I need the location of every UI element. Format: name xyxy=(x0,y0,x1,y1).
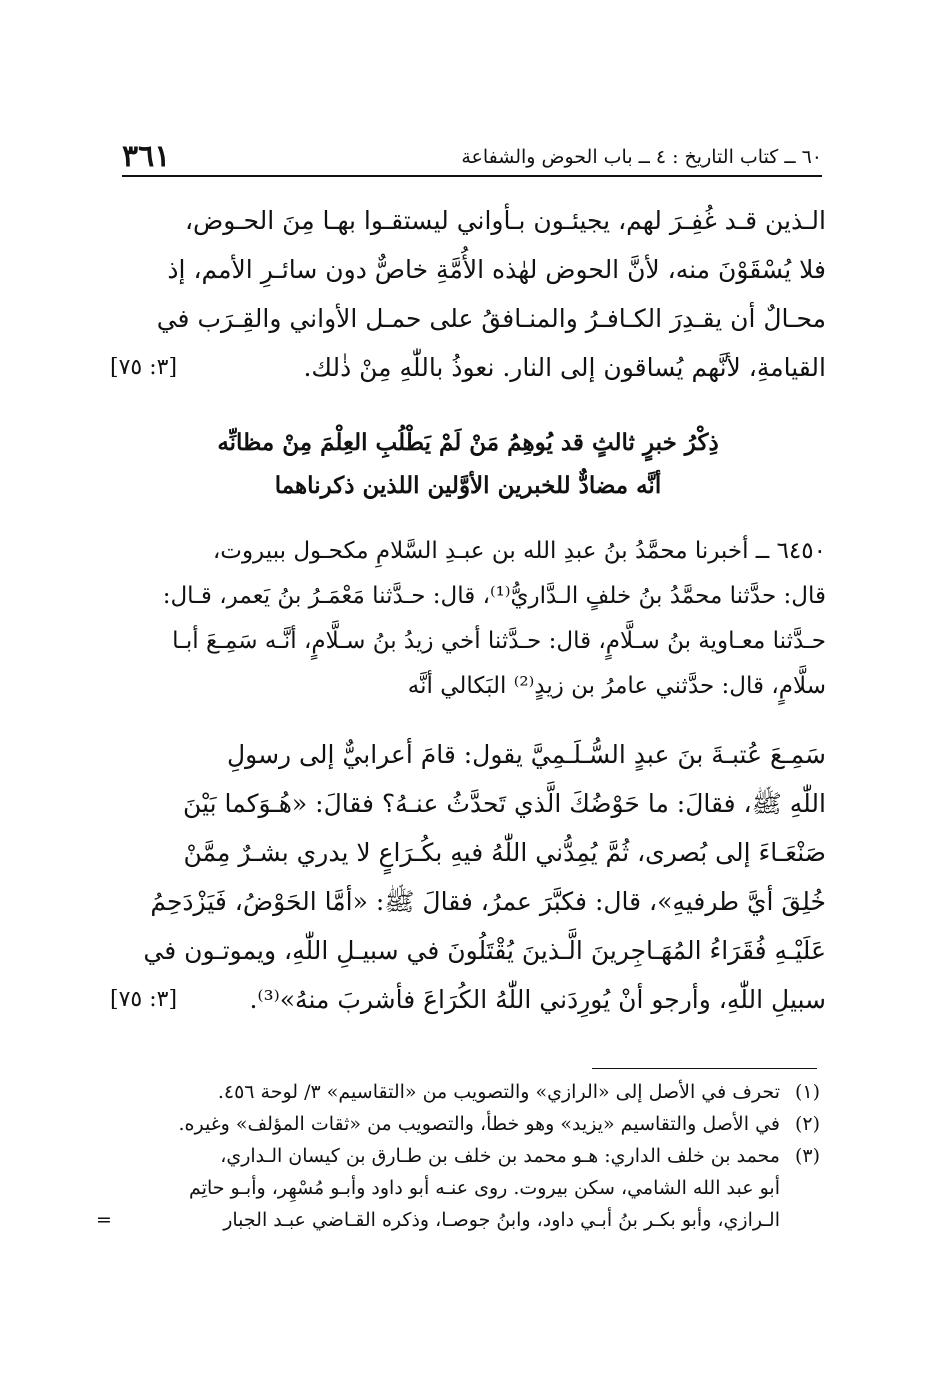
text-line: صَنْعَـاءَ إلى بُصرى، ثُمَّ يُمِدُّني اللّٰهُ فيهِ بكُـرَاعٍ لا يدري بشـرٌ مِمَّنْ xyxy=(183,838,826,867)
text-line: قال: حدَّثنا محمَّدُ بنُ خلفٍ الـدَّاريُّ⁽¹⁾، قال: حـدَّثنا مَعْمَـرُ بنُ يَعمر، قـال: xyxy=(162,583,826,609)
text-line: محـالٌ أن يقـدِرَ الكـافـرُ والمنـافقُ على حمـل الأواني والقِـرَب في xyxy=(156,304,826,333)
footnote-text: تحرف في الأصل إلى «الرازي» والتصويب من «التقاسيم» ٣/ لوحة ٤٥٦. xyxy=(217,1081,780,1103)
footnote-number: (٢) xyxy=(794,1113,820,1135)
text-line: حـدَّثنا معـاوية بنُ سـلَّامٍ، قال: حـدَّثنا أخي زيدُ بنُ سـلَّامٍ، أنَّـه سَمِـعَ أبـا xyxy=(172,628,826,654)
text-line xyxy=(110,343,826,392)
continuation-mark: = xyxy=(96,1209,112,1231)
footnote-text: محمد بن خلف الداري: هـو محمد بن خلف بن طـارق بن كيسان الـداري، xyxy=(220,1145,780,1167)
text-line: سلَّامٍ، قال: حدَّثني عامرُ بن زيدٍ⁽²⁾ البَكالي أنَّه xyxy=(407,673,826,699)
footnote-3-last-line xyxy=(96,1204,820,1236)
footnote-rule xyxy=(592,1068,817,1069)
footnote-3 xyxy=(96,1140,820,1172)
text-line: اللّٰهِ ﷺ، فقالَ: ما حَوْضُكَ الَّذي تَحدَّثُ عنـهُ؟ فقالَ: «هُـوَكما بَيْنَ xyxy=(183,789,826,818)
footnote-text: في الأصل والتقاسيم «يزيد» وهو خطأ، والتصويب من «ثقات المؤلف» وغيره. xyxy=(178,1113,780,1135)
heading-line: ذِكْرُ خبرٍ ثالثٍ قد يُوهِمُ مَنْ لَمْ يَطْلُبِ العِلْمَ مِنْ مظانِّه xyxy=(217,429,719,456)
footnote-1 xyxy=(96,1076,820,1108)
footnote-number: (٣) xyxy=(794,1145,820,1167)
page-header xyxy=(122,128,822,174)
text-line-content: القيامةِ، لأنَّهم يُساقون إلى النار. نعوذُ باللّٰهِ مِنْ ذٰلك. xyxy=(303,353,826,382)
text-line xyxy=(110,975,826,1024)
text-line: ٦٤٥٠ ــ أخبرنا محمَّدُ بنُ عبدِ الله بن عبـدِ السَّلامِ مكحـول ببيروت، xyxy=(212,538,826,564)
text-line: فلا يُسْقَوْنَ منه، لأنَّ الحوض لهٰذه الأُمَّةِ خاصٌّ دون سائـرِ الأمم، إذ xyxy=(167,255,826,284)
opening-paragraph xyxy=(110,196,826,392)
running-title: ٦٠ ــ كتاب التاريخ : ٤ ــ باب الحوض والشفاعة xyxy=(461,146,822,168)
page-number: ٣٦١ xyxy=(122,139,171,174)
reference-mark: [٣: ٧٥] xyxy=(110,355,178,380)
footnote-2 xyxy=(96,1108,820,1140)
section-heading xyxy=(110,421,826,507)
header-rule xyxy=(122,175,822,177)
footnote-3-continuation: أبو عبد الله الشامي، سكن بيروت. روى عنـه أبو داود وأبـو مُسْهِر، وأبـو حاتِم xyxy=(189,1177,780,1199)
hadith-matn xyxy=(110,730,826,1024)
text-line-content: سبيلِ اللّٰهِ، وأرجو أنْ يُورِدَني اللّٰهُ الكُرَاعَ فأشربَ منهُ»⁽³⁾. xyxy=(249,985,826,1014)
reference-mark: [٣: ٧٥] xyxy=(110,987,178,1012)
text-line: خُلِقَ أيَّ طرفيهِ»، قال: فكبَّرَ عمرُ، فقالَ ﷺ: «أمَّا الحَوْضُ، فَيَزْدَحِمُ xyxy=(150,887,826,916)
text-line: سَمِـعَ عُتبـةَ بنَ عبدٍ السُّـلَـمِيَّ يقول: قامَ أعرابيٌّ إلى رسولِ xyxy=(227,740,826,769)
heading-line: أنَّه مضادٌّ للخبرين الأوَّلين اللذين ذكرناهما xyxy=(274,472,662,499)
footnote-text: الـرازي، وأبو بكـر بنُ أبـي داود، وابنُ جوصـا، وذكره القـاضي عبـد الجبار xyxy=(223,1209,780,1231)
text-line: عَلَيْـهِ فُقَرَاءُ المُهَـاجِرينَ الَّـذينَ يُقْتَلُونَ في سبيـلِ اللّٰهِ، ويموتـون في xyxy=(143,936,826,965)
hadith-isnad xyxy=(110,529,826,709)
text-line: الـذين قـد غُفِـرَ لهم، يجيئـون بـأواني ليستقـوا بهـا مِنَ الحـوض، xyxy=(184,206,826,235)
footnotes xyxy=(96,1076,820,1236)
footnote-number: (١) xyxy=(794,1081,820,1103)
